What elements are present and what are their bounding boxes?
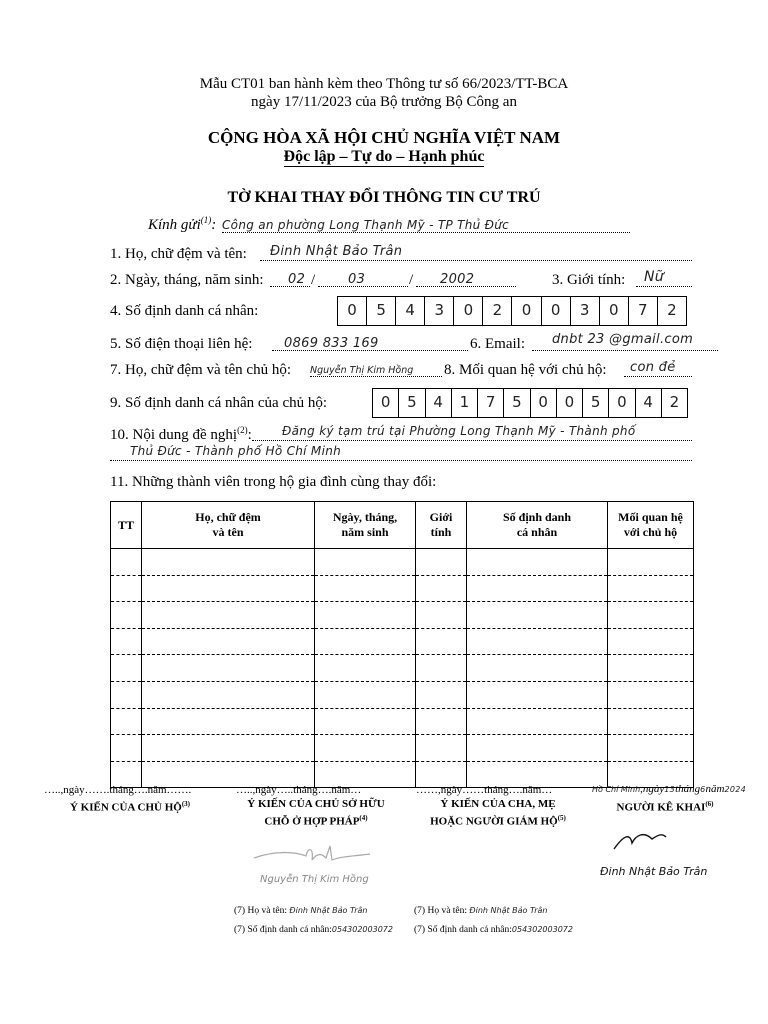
householder-id-label: 9. Số định danh cá nhân của chủ hộ: [110,395,328,411]
table-cell[interactable] [315,655,416,682]
table-cell[interactable] [467,681,608,708]
guardian-opinion-heading: Ý KIẾN CỦA CHA, MẸ HOẶC NGƯỜI GIÁM HỘ$^{(5)}$ [430,798,566,828]
digit-cell[interactable]: 0 [512,297,541,325]
digit-cell[interactable]: 2 [483,297,512,325]
digit-cell[interactable]: 4 [396,297,425,325]
table-cell[interactable] [111,708,142,735]
form-title: TỜ KHAI THAY ĐỔI THÔNG TIN CƯ TRÚ [227,189,541,206]
table-cell[interactable] [416,708,467,735]
digit-cell[interactable]: 5 [399,389,425,417]
request-content-label: 10. Nội dung đề nghị$^{(2)}$: [110,425,252,443]
table-cell[interactable] [416,735,467,762]
table-cell[interactable] [315,735,416,762]
digit-cell[interactable]: 0 [609,389,635,417]
table-cell[interactable] [608,708,694,735]
col-relationship: Mối quan hệ với chủ hộ [608,502,694,549]
table-cell[interactable] [467,575,608,602]
table-row [111,628,694,655]
date-line-1: …..,ngày…….tháng….năm……. [44,784,192,796]
table-cell[interactable] [142,655,315,682]
personal-id-label: 4. Số định danh cá nhân: [110,303,259,319]
table-cell[interactable] [467,549,608,576]
table-row [111,735,694,762]
col-id: Số định danh cá nhân [467,502,608,549]
dob-sep-1: / [311,272,316,288]
digit-cell[interactable]: 0 [600,297,629,325]
householder-opinion-heading: Ý KIẾN CỦA CHỦ HỘ$^{(3)}$ [69,800,190,814]
full-name-label: 1. Họ, chữ đệm và tên: [110,246,247,262]
full-name-field[interactable]: Đinh Nhật Bảo Trân [260,242,692,261]
table-cell[interactable] [142,708,315,735]
table-row [111,708,694,735]
digit-cell[interactable]: 3 [571,297,600,325]
digit-cell[interactable]: 2 [669,393,680,411]
digit-cell[interactable]: 0 [542,297,571,325]
digit-cell[interactable]: 5 [583,389,609,417]
relationship-field[interactable]: con đẻ [624,358,692,377]
owner-opinion-heading: Ý KIẾN CỦA CHỦ SỞ HỮU CHỖ Ở HỢP PHÁP$^{(4)}$ [247,798,385,828]
gender-field[interactable]: Nữ [636,268,692,287]
table-cell[interactable] [142,681,315,708]
digit-cell[interactable]: 0 [557,389,583,417]
owner-signature [246,838,376,898]
digit-cell[interactable]: 7 [478,389,504,417]
owner-id-note: (7) Số định danh cá nhân:054302003072 [234,925,393,935]
table-cell[interactable] [111,655,142,682]
table-cell[interactable] [608,735,694,762]
table-cell[interactable] [315,602,416,629]
table-cell[interactable] [608,681,694,708]
digit-cell[interactable]: 5 [504,389,530,417]
dob-sep-2: / [409,272,414,288]
householder-name-label: 7. Họ, chữ đệm và tên chủ hộ: [110,362,292,378]
national-title: CỘNG HÒA XÃ HỘI CHỦ NGHĨA VIỆT NAM [207,128,561,147]
recipient-label: Kính gửi$^{(1)}$: [148,215,217,233]
table-cell[interactable] [315,628,416,655]
digit-cell[interactable]: 4 [426,389,452,417]
personal-id-boxes[interactable] [337,296,687,326]
email-field[interactable]: dnbt 23 @gmail.com [532,330,718,351]
table-cell[interactable] [467,708,608,735]
dob-month-field[interactable]: 03 [318,270,408,287]
table-cell[interactable] [467,628,608,655]
guardian-id-note: (7) Số định danh cá nhân:054302003072 [414,925,573,935]
request-content-line-1[interactable]: Đăng ký tạm trú tại Phường Long Thạnh Mỹ - Thành phố [252,422,692,441]
dob-day-field[interactable]: 02 [270,270,310,287]
dob-year-field[interactable]: 2002 [416,270,516,287]
table-cell[interactable] [315,549,416,576]
table-cell[interactable] [608,655,694,682]
svg-text:Đinh Nhật Bảo Trân: Đinh Nhật Bảo Trân [600,865,708,878]
col-tt: TT [111,502,142,549]
declarant-heading: NGƯỜI KÊ KHAI$^{(6)}$ [616,800,714,814]
form-note-1: Mẫu CT01 ban hành kèm theo Thông tư số 66/2023/TT-BCA [199,76,569,92]
members-table [110,501,694,788]
date-line-3: ……,ngày……tháng….năm… [416,784,553,796]
table-cell[interactable] [416,575,467,602]
table-cell[interactable] [416,655,467,682]
table-cell[interactable] [142,628,315,655]
guardian-name-note: (7) Họ và tên: Đinh Nhật Bảo Trân [414,906,548,916]
date-line-2: …..,ngày…..tháng….năm… [236,784,362,796]
digit-cell[interactable]: 3 [425,297,454,325]
digit-cell[interactable]: 4 [636,389,662,417]
table-cell[interactable] [416,628,467,655]
table-cell[interactable] [467,735,608,762]
table-cell[interactable] [608,628,694,655]
declarant-signature [600,825,740,885]
table-cell[interactable] [111,549,142,576]
table-cell[interactable] [111,575,142,602]
table-cell[interactable] [315,575,416,602]
table-cell[interactable] [111,602,142,629]
table-cell[interactable] [111,628,142,655]
table-cell[interactable] [111,735,142,762]
householder-id-boxes[interactable] [372,388,688,418]
table-cell[interactable] [416,549,467,576]
gender-label: 3. Giới tính: [552,272,626,288]
form-note-2: ngày 17/11/2023 của Bộ trưởng Bộ Công an [251,94,517,110]
relationship-label: 8. Mối quan hệ với chủ hộ: [444,362,607,378]
date-line-4[interactable]: Hồ Chí Minh,ngày13tháng6năm2024 [592,783,747,795]
motto: Độc lập – Tự do – Hạnh phúc [283,148,485,165]
table-cell[interactable] [608,549,694,576]
phone-field[interactable]: 0869 833 169 [272,334,468,351]
recipient-field[interactable]: Công an phường Long Thạnh Mỹ - TP Thủ Đức [222,216,630,233]
table-cell[interactable] [467,655,608,682]
table-cell[interactable] [608,575,694,602]
svg-text:Nguyễn Thị Kim Hồng: Nguyễn Thị Kim Hồng [260,874,369,885]
digit-cell[interactable]: 0 [373,389,399,417]
table-cell[interactable] [416,602,467,629]
members-label: 11. Những thành viên trong hộ gia đình cùng thay đổi: [110,474,437,490]
digit-cell[interactable]: 0 [454,297,483,325]
householder-name-field[interactable]: Nguyễn Thị Kim Hồng [310,360,442,377]
table-cell[interactable] [142,735,315,762]
table-cell[interactable] [142,549,315,576]
digit-cell[interactable]: 7 [629,297,658,325]
table-row [111,549,694,576]
digit-cell[interactable]: 0 [531,389,557,417]
col-gender: Giới tính [416,502,467,549]
request-content-line-2[interactable]: Thủ Đức - Thành phố Hồ Chí Minh [110,442,692,461]
digit-cell[interactable]: 1 [452,389,478,417]
table-cell[interactable] [315,708,416,735]
phone-label: 5. Số điện thoại liên hệ: [110,336,253,352]
table-cell[interactable] [111,681,142,708]
table-row [111,655,694,682]
table-cell[interactable] [142,602,315,629]
table-cell[interactable] [608,602,694,629]
table-cell[interactable] [315,681,416,708]
digit-cell[interactable]: 0 [338,297,367,325]
table-cell[interactable] [416,681,467,708]
digit-cell[interactable]: 2 [667,301,677,319]
owner-name-note: (7) Họ và tên: Đinh Nhật Bảo Trân [234,906,368,916]
email-label: 6. Email: [470,336,525,352]
table-row [111,575,694,602]
col-dob: Ngày, tháng, năm sinh [315,502,416,549]
table-cell[interactable] [142,575,315,602]
dob-label: 2. Ngày, tháng, năm sinh: [110,272,264,288]
digit-cell[interactable]: 5 [367,297,396,325]
table-row [111,681,694,708]
table-row [111,602,694,629]
table-cell[interactable] [467,602,608,629]
col-name: Họ, chữ đệm và tên [142,502,315,549]
